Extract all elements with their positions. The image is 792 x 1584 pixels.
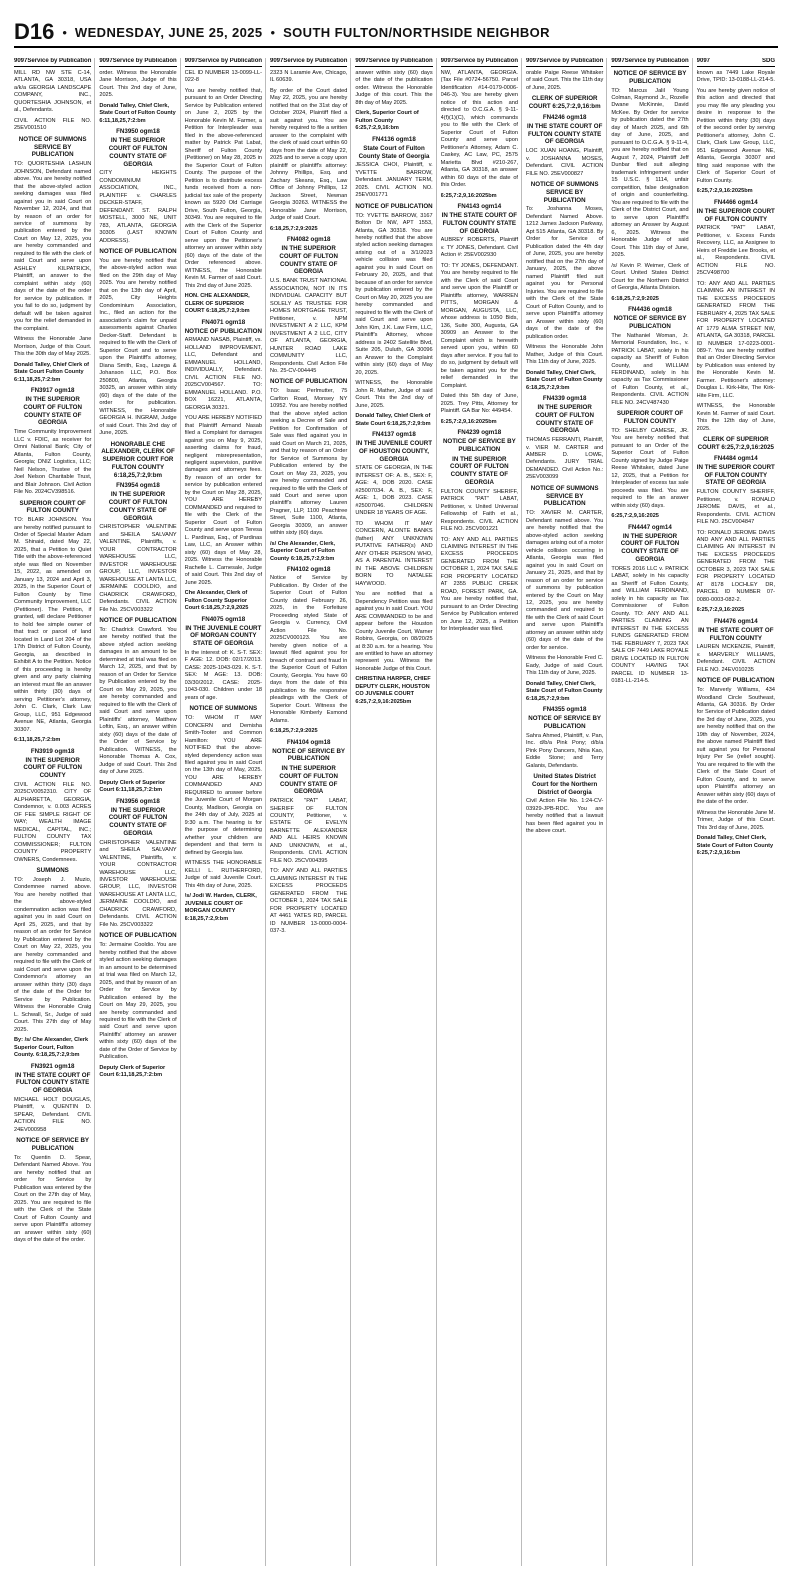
notice-text: orable Paige Reese Whitaker of said Court. This the 11th day of June, 2025.: [526, 70, 604, 91]
notice-column: [270, 58, 351, 1566]
notice-text: TO: ANY AND ALL PARTIES CLAIMING INTEREST IN THE EXCESS PROCEEDS GENERATED FROM THE OCTOBER 1, 2024 TAX SALE FOR PROPERTY LOCATED AT 4461 YATES RD, PARCEL ID NUMBER 13-0000-0004-037-3.: [270, 868, 348, 935]
notice-text: JESSICA CHOI, Plaintiff, v. YVETTE BARROW, Defendant. JANUARY TERM, 2025. CIVIL ACTION NO. 25EV001771: [355, 162, 433, 199]
notice-heading: IN THE STATE COURT OF FULTON COUNTY STATE OF GEORGIA: [441, 212, 518, 235]
notice-signature: 6:25,7:2,9,16:2025bm: [696, 188, 753, 195]
notice-signature: Donald Talley, Chief Clerk of State Court 6:18,25,7:2,9:bm: [355, 413, 431, 427]
masthead-bullet: •: [62, 24, 67, 40]
notice-text: Witness the Honorable John Mather, Judge of this Court. This 11th day of June, 2025.: [526, 344, 604, 366]
notice-text: To: Jermaine Cooldio. You are hereby notified that the above styled action seeking damages in an amount to be determined at trial was filed on March 12, 2025, and that by reason of an Order for Service by Publication entered by the Court on May 29, 2025, you are hereby commanded and required to file with the Clerk of said Court and serve upon Plaintiffs' attorney an answer within sixty (60) days of the date of the Order of Service by Publication.: [99, 942, 177, 1061]
notice-signature: /s/ Jodi W. Harden, CLERK, JUVENILE COURT OF MORGAN COUNTY 6:18,25,7:2,9:bm: [184, 893, 257, 922]
column-category-code: 9097: [184, 58, 199, 64]
notice-id: FN4082 ogm18: [286, 236, 331, 244]
notice-text: STATE OF GEORGIA, IN THE INTEREST OF: A. B., SEX: F, AGE: 4, DOB 2020. CASE #25007034. A. B., SEX: F, AGE: 1, DOB 2023. CASE #25007046. CHILDREN UNDER 18 YEARS OF AGE.: [355, 465, 433, 517]
notice-text: TO: QUORTESHIA LASHUN JOHNSON, Defendant named above. You are hereby notified that the above-styled action seeking damages was filed against you in said Court on November 12, 2024, and that by reason of an order for service of summons by publication entered by the Court on May 12, 2025, you are hereby commanded and required to file with the clerk of said Court and serve upon ASHLEY KILPATRICK, Plaintiff, an answer to the complaint within sixty (60) days of the date of the order for service by publication. If you fail to do so, judgment by default will be taken against you for the relief demanded in the complaint.: [14, 161, 92, 332]
column-category-code: 9097: [99, 58, 113, 64]
notice-heading: CLERK OF SUPERIOR COURT 6:25,7:2,9,16:2025: [697, 436, 774, 452]
notice-text: You are hereby notified that, pursuant to an Order Directing Service by Publication entered on June 2, 2025 by the Honorable Kevin M. Farmer, a Petition for Interpleader was filed in the above-referenced matter by Patrick Pat Labat, Sheriff of Fulton County (Petitioner) on May 28, 2025 in the Superior Court of Fulton County. The purpose of the Petition is to distribute excess funds received from a non-judicial tax sale of the property known as 5920 Old Carriage Drive, South Fulton, Georgia, 30349. You are required to file with the Clerk of the Superior Court of Fulton County and serve upon the Petitioner's attorney an answer within sixty (60) days of the date of the Order referenced above. WITNESS, the Honorable Kevin M. Farmer of said Court. This 2nd day of June 2025.: [184, 87, 262, 289]
notice-heading: NOTICE OF SUMMONS SERVICE BY PUBLICATION: [530, 181, 599, 204]
column-category-label: Service by Publication: [454, 58, 519, 64]
notice-heading: NOTICE OF SERVICE BY PUBLICATION: [272, 747, 346, 763]
notice-text: TO: XAVIER M. CARTER, Defendant named above. You are hereby notified that the above-styled action seeking damages arising out of a motor vehicle collision occurring in Atlanta, Georgia was filed against you in said Court on January 21, 2025, and that by reason of an order for service of summons by publication entered by the Court on May 12, 2025, you are hereby commanded and required to file with the Clerk of said Court and serve upon Plaintiff's attorney an answer within sixty (60) days of the date of the order for service.: [526, 510, 604, 651]
notice-column: [185, 58, 266, 1566]
column-header: [270, 58, 347, 67]
notice-signature: Clerk, Superior Court of Fulton County 6:25,7:2,9,16:bm: [355, 110, 419, 132]
column-category-code: 9097: [526, 58, 540, 64]
notice-text: AUBREY ROBERTS, Plaintiff v. TY JONES, Defendant. Civil Action #: 25EV002930: [440, 237, 518, 259]
notice-heading: IN THE JUVENILE COURT OF MORGAN COUNTY STATE OF GEORGIA: [185, 624, 262, 648]
notice-text: FULTON COUNTY SHERIFF, PATRICK "PAT" LABAT, Petitioner, v. United Universal Fellowship of Faith et al., Respondents. CIVIL ACTION FILE NO. 25CV001221: [440, 488, 518, 533]
notice-text: YOU ARE HEREBY NOTIFIED that Plaintiff Armand Nasab filed a Complaint for damages against you on May 9, 2025, asserting claims for fraud, negligent misrepresentation, negligent supervision, punitive damages and attorneys fees. By reason of an order for service by publication entered by the Court on May 28, 2025, YOU ARE HEREBY COMMANDED and required to file with the Clerk of the Superior Court of Fulton County and serve upon Teresa L. Pardinas, Esq., of Pardinas Law, LLC, an Answer within sixty (60) days of May 28, 2025. Witness the Honorable Rachelle L. Carnesale, Judge of said Court. This 2nd day of June 2025.: [184, 415, 262, 586]
notice-signature: 6:18,25,7:2,9:2025: [270, 225, 318, 232]
notice-id: FN3921 ogm18: [30, 1062, 75, 1070]
notice-text: TORES 2016 LLC v. PATRICK LABAT, solely in his capacity as Sheriff of Fulton County, and WILLIAM FERDINAND, solely in his capacity as Tax Commissioner of Fulton County. TO: ANY AND ALL PARTIES CLAIMING AN INTEREST IN THE EXCESS FUNDS GENERATED FROM THE FEBRUARY 7, 2023 TAX SALE OF 7449 LAKE ROYALE DRIVE LOCATED IN FULTON COUNTY HAVING TAX PARCEL ID NUMBER 13-0181-LL-214-5.: [611, 565, 689, 684]
notice-text: WITNESS, the Honorable Kevin M. Farmer of said Court. This the 12th day of June, 2025.: [696, 403, 775, 432]
column-category-label: Service by Publication: [539, 58, 604, 64]
legal-notices-columns: [14, 58, 778, 1566]
column-category-code: 9097: [14, 58, 28, 64]
notice-text: order. Witness the Honorable Jane Morrison, Judge of this Court. This 2nd day of June, 2025.: [99, 70, 177, 99]
notice-column: [14, 58, 95, 1566]
notice-signature: 6:25,7:2,9,16:2025: [696, 607, 745, 614]
section-name: SOUTH FULTON/NORTHSIDE NEIGHBOR: [283, 24, 550, 40]
column-category-code: 9097: [611, 58, 625, 64]
notice-text: CITY HEIGHTS CONDOMINIUM ASSOCIATION, INC., PLAINTIFF v. CHARLES DECKER-STAFF, DEFENDANT. ST. RALPH MOSTELL, 3000 NE, UNIT 783, ATLANTA, GEORGIA 30305 (LAST KNOWN ADDRESS).: [99, 170, 177, 244]
notice-heading: NOTICE OF PUBLICATION: [99, 932, 177, 940]
notice-text: Witness the Honorable Fred C. Eady, Judge of said Court. This 11th day of June, 2025.: [526, 655, 604, 677]
notice-text: FULTON COUNTY SHERIFF, Petitioner, v. RONALD JEROME DAVIS, et al., Respondents. CIVIL ACTION FILE NO. 25CV004847: [696, 489, 775, 526]
notice-heading: NOTICE OF SUMMONS SERVICE BY PUBLICATION: [18, 135, 87, 159]
notice-text: To: Marverly Williams, 434 Woodland Circle Southeast, Atlanta, GA 30316. By Order for Service of Publication dated the 3rd day of June, 2025, you are hereby notified that on the 19th day of November, 2024, the above named Plaintiff filed suit against you for Personal Injury Per Se (relief sought). You are required to file with the Clerk of the State Court of Fulton County, and to serve upon Plaintiff's attorney an Answer within sixty (60) days of the date of the order.: [696, 687, 775, 806]
notice-signature: Deputy Clerk of Superior Court 6:11,18,25,7:2:bm: [99, 779, 166, 794]
notice-text: NW, ATLANTA, GEORGIA. (Tax File #0724-56750. Parcel Identification #14-0179-0006-046-3). You are hereby given notice of this action and directed to O.C.G.A. § 9-11-4(f)(1)(C), which commands you to file with the Clerk of Superior Court of Fulton County and serve upon Petitioner's Attorney, Adam C. Caskey, AC Law, PC, 2575 Marietta Blvd #210-267, Atlanta, GA 30318, an answer within 60 days of the date of this Order.: [440, 70, 518, 189]
notice-heading: NOTICE OF SERVICE BY PUBLICATION: [613, 315, 687, 330]
column-header: [441, 58, 518, 67]
notice-text: /s/ Kevin P. Weimer, Clerk of Court. United States District Court for the Northern District of Georgia, Atlanta Division.: [611, 262, 689, 292]
notice-text: Civil Action File No. 1:24-CV-03929-JPB-RDC. You are hereby notified that a lawsuit has been filed against you in the above court.: [526, 798, 604, 835]
notice-heading: IN THE SUPERIOR COURT OF FULTON COUNTY STATE OF GEORGIA: [279, 765, 338, 796]
notice-id: FN4075 ogm18: [201, 615, 246, 623]
column-category-label: Service by Publication: [112, 58, 177, 64]
notice-heading: IN THE SUPERIOR COURT OF FULTON COUNTY STATE OF GEORGIA: [108, 491, 168, 522]
notice-heading: IN THE SUPERIOR COURT OF FULTON COUNTY: [696, 207, 775, 223]
notice-text: You are hereby notified that the above-styled action was filed on the 29th day of May 2025. You are hereby notified that on the 13th day of April, 2025, City Heights Condominium Association, Inc., filed an action for the association's claim for unpaid assessments against Charles Decker-Staff. Defendant is required to file with the Clerk of Superior Court and to serve upon the Plaintiff's attorney, Diana Smith, Esq., Lazega & Johanson LLC, P.O. Box 250800, Atlanta, Georgia 30325, an answer within sixty (60) days of the date of the order for publication. WITNESS, the Honorable GEORGIA H. INGRAM, Judge of said Court. This 2nd day of June, 2025.: [99, 257, 177, 437]
notice-text: TO: YVETTE BARROW, 3167 Bolton Dr NW, APT 1553, Atlanta, GA 30318. You are hereby notified that the above styled action seeking damages arising out of a 3/1/2023 vehicle collision was filed against you in said Court on February 20, 2025, and that because of an order for service by publication entered by the Court on May 20, 2025 you are hereby commanded and required to file with the Clerk of said Court and serve upon John Kim, J.K. Law Firm, LLC, Plaintiff's Attorney, whose address is 2402 Satellite Blvd, Suite 205, Duluth, GA 30096 an Answer to the Complaint within sixty (60) days of May 20, 2025.: [355, 212, 433, 376]
notice-heading: NOTICE OF SERVICE BY PUBLICATION: [613, 70, 687, 85]
column-category-code: 9097: [270, 58, 284, 64]
notice-text: TO: Isaac Perlmutter, 75 Carlton Road, Monsey NY 10952. You are hereby notified that the above styled action seeking a Decree of Sale and Petition for Confirmation of Sale was filed against you in said Court on March 21, 2025, and that by reason of an Order for Service of Summons by Publication entered by the Court on May 23, 2025, you are hereby commanded and required to file with the Clerk of said Court and serve upon plaintiff's attorney Lauren Pragner, LLP, 1100 Peachtree Street, Suite 1100, Atlanta, Georgia 30309, an answer within sixty (60) days.: [270, 388, 348, 537]
notice-signature: Donald Talley, Chief Clerk, State Court of Fulton County 6:18,25,7:2,9:bm: [526, 680, 603, 702]
notice-text: MILL RD NW STE C-14, ATLANTA, GA 30318, USA a/k/a GEORGIA LANDSCAPE COMPANY, INC., QUORTESHIA JOHNSON, et al., Defendants.: [14, 70, 92, 114]
notice-signature: CHRISTINA HARPER, CHIEF DEPUTY CLERK, HOUSTON CO JUVENILE COURT 6:25,7:2,9,16:2025bm: [355, 676, 431, 705]
notice-id: FN3919 ogm18: [30, 747, 75, 755]
notice-text: TO: RONALD JEROME DAVIS AND ANY AND ALL PARTIES CLAIMING AN INTEREST IN THE EXCESS PROCEEDS GENERATED FROM THE OCTOBER 3, 2023 TAX SALE FOR PROPERTY LOCATED AT 8178 LOCHLEY DR, PARCEL ID NUMBER 07-0080-0003-082-2.: [696, 529, 775, 603]
notice-column: [99, 58, 180, 1566]
notice-id: FN4137 ogm18: [372, 431, 416, 439]
column-header: [185, 58, 262, 67]
notice-heading: IN THE SUPERIOR COURT OF FULTON COUNTY STATE OF GEORGIA: [696, 463, 775, 487]
notice-heading: IN THE JUVENILE COURT OF HOUSTON COUNTY, GEORGIA: [356, 440, 432, 463]
notice-text: U.S. BANK TRUST NATIONAL ASSOCIATION, NOT IN ITS INDIVIDUAL CAPACITY BUT SOLELY AS TRUSTEE FOR HOMES MORTGAGE TRUST, Petitioner, v. NPM INVESTMENT A 2 LLC, KPM INVESTMENT A 2 LLC, CITY OF ATLANTA, GEORGIA, HUNTER ROAD LAKE COMMUNITY LLC, Respondents. Civil Action File No. 25-CV-004445: [270, 278, 348, 374]
notice-id: FN3956 ogm18: [116, 797, 160, 805]
column-category-label: Service by Publication: [368, 58, 433, 64]
notice-text: Witness the Honorable Jane M. Trimer, Judge of this Court. This 3rd day of June, 2025.: [696, 809, 775, 831]
column-header: [611, 58, 688, 67]
notice-heading: IN THE STATE COURT OF FULTON COUNTY: [698, 626, 774, 642]
notice-text: You are notified that a Dependency Petition was filed against you in said Court. YOU ARE COMMANDED to be and appear before the Houston County Juvenile Court, Warner Robins, Georgia, on 08/20/25 at 8:30 a.m. for a hearing. You are entitled to have an attorney represent you. Witness the Honorable Judge of this Court.: [355, 591, 433, 672]
notice-signature: Donald Talley, Chief Clerk of State Court Fulton County 6:11,18,25,7:2:bm: [14, 361, 90, 383]
column-header: [526, 58, 603, 67]
notice-text: By order of the Court dated May 22, 2025, you are hereby notified that on the 31st day of October 2024, Plaintiff filed a suit against you. You are hereby required to file a written answer to the complaint with the clerk of said court within 60 days from the date of May 22, 2025 and to serve a copy upon plaintiff or plaintiff's attorney: Johnny Phillips, Esq. and Zachary Skeans, Esq., Law Office of Johnny Phillips, 12 Jackson Street, Newnan Georgia 30263. WITNESS the Honorable Jane Morrison, Judge of said Court.: [270, 87, 348, 222]
notice-text: CHRISTOPHER VALENTINE and SHEILA SALVANY VALENTINE, Plaintiffs, v. YOUR CONTRACTOR WAREHOUSE LLC, INVESTOR WAREHOUSE GROUP, LLC, INVESTOR WAREHOUSE AT LANTA LLC, JERMAINE COOLDIO, and CHADRICK CRAWFORD, Defendants. CIVIL ACTION File No. 25CV003322: [99, 839, 177, 928]
notice-column: [526, 58, 607, 1566]
column-category-code: 9097: [355, 58, 369, 64]
column-category-label: Service by Publication: [198, 58, 263, 64]
notice-text: TO: Marcus Jalil Young Colman, Raymond Jr., Rozelle Dwane McKinnie, David McKee. By Order for service by publication dated the 27th day of March 2025, and 6th day of June, 2025, and pursuant to O.C.G.A. § 9-11-4, you are hereby notified that on August 7, 2024, Plaintiff Jeff Dunbar filed suit alleging trademark infringement under 15 U.S.C. § 1114, unfair competition, false designation of origin and counterfeiting. You are required to file with the Clerk of the District Court, and to serve upon Plaintiff's attorney an Answer by August 6, 2025. Witness the Honorable Judge of said Court. This 11th day of June, 2025.: [611, 87, 689, 259]
notice-id: FN4104 ogm18: [286, 738, 331, 746]
notice-id: FN3917 ogm18: [30, 387, 75, 395]
notice-text: TO: ANY AND ALL PARTIES CLAIMING INTEREST IN THE EXCESS PROCEEDS GENERATED FROM THE OCTOBER 1, 2024 TAX SALE FOR PROPERTY LOCATED AT 2355 PUBLIC CREEK ROAD, FOREST PARK, GA. You are hereby notified that, pursuant to an Order Directing Service by Publication entered on June 12, 2025, a Petition for Interpleader was filed.: [440, 536, 518, 633]
notice-text: THOMAS FERRANTI, Plaintiff, v. VIER M. CARTER and AMBER D. LOWE, Defendants. JURY TRIAL DEMANDED. Civil Action No.: 25EV003099: [526, 437, 604, 481]
notice-text: You are hereby given notice of this action and directed that you may file any pleading you desire in response to the Petition within thirty (30) days of the second order by serving Petitioner's attorney, John C. Clark, Clark Law Group, LLC, 951 Edgewood Avenue NE, Atlanta, Georgia 30307 and filing said response with the Clerk of Superior Court of Fulton County.: [696, 87, 775, 184]
notice-text: Dated this 5th day of June, 2025. Trey Pitts, Attorney for Plaintiff. GA Bar No: 449454.: [440, 393, 518, 415]
notice-signature: Che Alexander, Clerk of Fulton County Superior Court 6:18,25,7:2,9,2025: [184, 590, 249, 612]
notice-signature: 6:18,25,7:2,9:2025: [611, 295, 659, 302]
notice-text: TO: WHOM IT MAY CONCERN and Demisha Smith-Tooter and Common Hamilton: YOU ARE NOTIFIED that the above-styled dependency action was filed against you in said Court on the 13th day of May, 2025. YOU ARE HEREBY COMMANDED AND REQUIRED to answer before the Juvenile Court of Morgan County, Madison, Georgia on the 24th day of July, 2025 at 9:30 a.m. The hearing is for the purpose of determining whether your children are dependent and that term is defined by Georgia law.: [184, 715, 262, 856]
notice-text: WITNESS THE HONORABLE KELLI L. RUTHERFORD, Judge of said Juvenile Court. This 4th day of June, 2025.: [184, 860, 262, 889]
column-header: [99, 58, 176, 67]
notice-text: Witness the Honorable Jane Morrison, Judge of this Court. This the 30th day of May 2025.: [14, 336, 92, 358]
notice-text: To: Quentin D. Spear, Defendant Named Above. You are hereby notified that an order for Service by Publication was entered by the Court on the 27th day of May, 2025. You are required to file with the Clerk of the State Court of Fulton County and serve upon Plaintiff's attorney an answer within sixty (60) days of the date of the order.: [14, 1154, 92, 1244]
masthead: [14, 19, 778, 48]
notice-text: TO: Joseph J. Muzio, Condemnee named above. You are hereby notified that the above-styled condemnation action was filed against you in said Court on April 25, 2025, and that by reason of an order for Service by Publication entered by the Court on May 22, 2025, you are hereby commanded and required to file with the Clerk of said Court and serve upon the Condemnor's attorney an answer within thirty (30) days of the date of the Order for Service by Publication. Witness the Honorable Craig L. Schwall, Sr., Judge of said Court. This 27th day of May 2025.: [14, 876, 92, 1033]
notice-id: FN4339 ogm18: [542, 395, 587, 403]
notice-id: FN4436 ogm18: [628, 306, 672, 314]
notice-heading: NOTICE OF PUBLICATION: [355, 202, 433, 210]
notice-text: PATRICK "PAT" LABAT, SHERIFF OF FULTON COUNTY, Petitioner, v. ESTATE OF EVELYN BARNETTE ALEXANDER AND ALL HEIRS KNOWN AND UNKNOWN, et al., Respondents. CIVIL ACTION FILE NO. 25CV004395: [270, 798, 348, 864]
issue-date: WEDNESDAY, JUNE 25, 2025: [74, 24, 263, 40]
notice-signature: Deputy Clerk of Superior Court 6:11,18,25,7:2:bm: [99, 1064, 166, 1079]
notice-text: TO: BLAIR JOHNSON. You are hereby notified pursuant to Order of Special Master Adam M. Shinaid, dated May 22, 2025, that a Petition to Quiet Title with the above-referenced style was filed on November 15, 2022, as amended on January 13, 2024 and April 3, 2025, in the Superior Court of Fulton County by Time Community Improvement, LLC (Petitioner). The Petition, if granted, will declare Petitioner to hold fee simple owner of that tract or parcel of land located in Land Lot 204 of the 17th District of Fulton County, Georgia, as described in Exhibit A to the Petition. Notice of this proceeding is hereby given and any party claiming an interest must file an answer within thirty (30) days of serving Petitioner's attorney, John C. Clark, Clark Law Group, LLC, 951 Edgewood Avenue NE, Atlanta, Georgia 30307.: [14, 517, 92, 733]
notice-text: To: Joshanna Moses, Defendant Named Above. 1212 James Jackson Parkway, Apt 515 Atlanta, GA 30318. By Order for Service of Publication dated the 4th day of June, 2025, you are hereby notified that on the 27th day of January, 2025, the above named Plaintiff filed suit against you for Personal Injuries. You are required to file with the Clerk of the State Court of Fulton County, and to serve upon Plaintiff's attorney an Answer within sixty (60) days of the date of the publication order.: [526, 206, 604, 340]
notice-text: CIVIL ACTION FILE NO. 2025CV0052310. CITY OF ALPHARETTA, GEORGIA, Condemnor, v. 0.003 ACRES OF FEE SIMPLE RIGHT OF WAY; WEALTH IMAGE MEDICAL, CAPITAL, INC.; FULTON COUNTY TAX COMMISSIONER; FULTON COUNTY PROPERTY OWNERS, Condemnees.: [14, 781, 92, 863]
notice-text: known as 7449 Lake Royale Drive, TPID: 13-0188-LL-214-5.: [696, 70, 775, 84]
notice-column: [697, 58, 778, 1566]
notice-text: WITNESS, the Honorable John R. Mather, Judge of said Court. This the 2nd day of June, 2025.: [355, 380, 433, 409]
column-header: [697, 58, 775, 67]
notice-heading: SUMMONS: [36, 867, 69, 875]
notice-heading: NOTICE OF PUBLICATION: [270, 378, 348, 386]
notice-text: Sahra Ahmed, Plaintiff, v. Pan, Inc. d/b/a Pink Pony; d/b/a Pink Pony Dancers, Nhia Kao, Eddie Stone; and Terry Galanis, Defendants.: [526, 732, 604, 769]
column-category-label: Service by Publication: [27, 58, 92, 64]
notice-signature: 6:11,18,25,7:2:bm: [14, 737, 61, 744]
notice-text: PATRICK "PAT" LABAT, Petitioner, v. Excess Funds Recovery, LLC, as Assignee to Heirs of Freddie Lee Brooks, et al., Respondents. CIVIL ACTION FILE NO. 25CV498700: [696, 225, 775, 277]
notice-column: [355, 58, 436, 1566]
notice-id: FN4484 ogm14: [713, 454, 758, 462]
notice-heading: NOTICE OF SERVICE BY PUBLICATION: [528, 715, 602, 731]
notice-text: LOC XUAN HOANG, Plaintiff, v. JOSHANNA MOSES, Defendant. CIVIL ACTION FILE NO. 25EV000827: [526, 148, 604, 177]
notice-text: ARMAND NASAB, Plaintiff, vs. HOLLAND IMPROVEMENT, LLC, Defendant and EMMANUEL HOLLAND, INDIVIDUALLY, Defendant. CIVIL ACTION FILE NO. 2025CV004567. TO: EMMANUEL HOLLAND. P.O. BOX 16221, ATLANTA, GEORGIA 30321.: [184, 337, 262, 411]
notice-heading: IN THE STATE COURT OF FULTON COUNTY STATE OF GEORGIA: [526, 122, 603, 146]
notice-heading: NOTICE OF PUBLICATION: [697, 677, 775, 685]
notice-id: FN4143 ogm14: [457, 203, 502, 211]
notice-heading: NOTICE OF SERVICE BY PUBLICATION: [442, 438, 516, 453]
notice-heading: HONORABLE CHE ALEXANDER, CLERK OF SUPERIOR COURT FOR FULTON COUNTY 6:18,25,7:2,9:bm: [101, 440, 175, 479]
notice-heading: State Court of Fulton County State of Georgia: [358, 144, 430, 160]
notice-text: TO: TY JONES, DEFENDANT. You are hereby required to file with the Clerk of said Court and serve upon the Plaintiff or Plaintiffs attorney, WARREN PITTS, MORGAN & MORGAN, AUGUSTA, LLC, whose address is 1050 Bids, 136, Suite 300, Augusta, GA 30909 an Answer to the Complaint which is herewith served upon you, within 60 days after service. If you fail to do so, judgment by default will be taken against you for the relief demanded in the Complaint.: [440, 262, 518, 389]
notice-heading: NOTICE OF SUMMONS SERVICE BY PUBLICATION: [530, 484, 599, 508]
notice-heading: NOTICE OF PUBLICATION: [99, 248, 177, 256]
notice-heading: NOTICE OF SERVICE BY PUBLICATION: [16, 1137, 90, 1152]
page-number: D16: [14, 19, 55, 44]
notice-text: CIVIL ACTION FILE NO. 25EV001510: [14, 117, 92, 132]
notice-signature: 6:25,7:2,9,16:2025: [611, 513, 659, 520]
notice-id: FN4071 ogm18: [201, 318, 246, 326]
notice-heading: IN THE SUPERIOR COURT OF FULTON COUNTY STATE OF GEORGIA: [108, 137, 168, 168]
notice-heading: SUPERIOR COURT OF FULTON COUNTY: [616, 410, 684, 426]
notice-signature: By: /s/ Che Alexander, Clerk Superior Court, Fulton County. 6:18,25,7:2,9:bm: [14, 1037, 89, 1059]
notice-heading: SUPERIOR COURT OF FULTON COUNTY: [19, 499, 86, 515]
notice-heading: CLERK OF SUPERIOR COURT 6:25,7:2,9,16:bm: [528, 95, 601, 111]
notice-signature: 6:25,7:2,9,16:2025bm: [440, 418, 497, 425]
notice-heading: IN THE SUPERIOR COURT OF FULTON COUNTY STATE OF GEORGIA: [23, 396, 82, 427]
notice-heading: NOTICE OF SUMMONS: [189, 705, 258, 713]
notice-heading: NOTICE OF PUBLICATION: [184, 327, 262, 335]
notice-text: TO: SHELBY CAMESE, JR. You are hereby notified that pursuant to an Order of the Superior Court of Fulton County signed by Judge Paige Reese Whitaker, dated June 12, 2025, that a Petition for Interpleader of excess tax sale proceeds was filed. You are required to file an answer within sixty (60) days.: [611, 427, 689, 509]
notice-text: To: Chadrick Crawford. You are hereby notified that the above styled action seeking damages in an amount to be determined at trial was filed on March 12, 2025, and that by reason of an Order for Service by Publication entered by the Court on May 29, 2025, you are hereby commanded and required to file with the Clerk of said Court and serve upon Plaintiffs' attorney, Matthew Loftin, Esq., an answer within sixty (60) days of the date of the Order of Service by Publication. WITNESS, the Honorable Thomas A. Cox, Judge of said Court. This 2nd day of June 2025.: [99, 626, 177, 776]
notice-id: FN4466 ogm14: [713, 198, 758, 206]
column-header: [355, 58, 432, 67]
notice-text: The Nathaniel Woman, Jr. Memorial Foundation, Inc., v. PATRICK LABAT, solely in his capacity as Sheriff of Fulton County, and WILLIAM FERDINAND, solely in his capacity as Tax Commissioner of Fulton County, et al., Respondents. CIVIL ACTION FILE NO. 24CV487430: [611, 332, 689, 406]
notice-heading: IN THE SUPERIOR COURT OF FULTON COUNTY STATE OF GEORGIA: [535, 404, 594, 435]
notice-text: LAUREN MCKENZIE, Plaintiff, v. MARVERLY WILLIAMS, Defendant. CIVIL ACTION FILE NO. 24EV010235: [696, 644, 775, 673]
notice-signature: Donald Talley, Chief Clerk, State Court of Fulton County 6:18,25,7:2,9:bm: [526, 369, 603, 391]
notice-text: CEL ID NUMBER 13-0099-LL-022-8: [184, 70, 262, 84]
notice-id: FN4447 ogm14: [628, 523, 672, 531]
notice-text: Notice of Service by Publication. By Order of the Superior Court of Fulton County dated February 26, 2025, in the Forfeiture Proceeding styled State of Georgia v. Currency, Civil Action File No. 2025CV000123. You are hereby given notice of a lawsuit filed against you for breach of contract and fraud in the Superior Court of Fulton County, Georgia. You have 60 days from the date of this publication to file responsive pleadings with the Clerk of Superior Court. Witness the Honorable Kimberly Esmond Adams.: [270, 575, 348, 724]
notice-signature: /s/ Che Alexander, Clerk, Superior Court of Fulton County 6:18,25,7:2,9:bm: [270, 540, 336, 562]
notice-id: FN4355 ogm18: [542, 706, 587, 714]
notice-signature: Donald Talley, Chief Clerk, State Court of Fulton County 6:11,18,25,7:2:bm: [99, 102, 176, 124]
notice-id: FN4102 ogm18: [286, 566, 331, 574]
notice-signature: Donald Talley, Chief Clerk, State Court of Fulton County 6:25,7:2,9,16:bm: [696, 835, 774, 857]
column-category-label: SDG: [761, 58, 775, 64]
masthead-bullet: •: [270, 24, 276, 40]
column-category-label: Service by Publication: [624, 58, 689, 64]
notice-text: TO: ANY AND ALL PARTIES CLAIMING AN INTEREST IN THE EXCESS PROCEEDS GENERATED FROM THE FEBRUARY 4, 2025 TAX SALE FOR PROPERTY LOCATED AT 1779 ALMA STREET NW, ATLANTA, GA 30318, PARCEL ID NUMBER 17-0223-0001-089-7. You are hereby notified that an Order Directing Service by Publication was entered by the Honorable Kevin M. Farmer. Petitioner's attorney: Douglas L. Kirk-Hite, The Kirk-Hite Firm, LLC.: [696, 280, 775, 399]
notice-text: Time Community Improvement LLC v. FDIC, as receiver for Omni National Bank; City of Atlanta, Fulton County, Georgia; DNIZ Logistics, LLC; Neil Nelson, Trustee of the Joel Nelson Charitable Trust, and Blair Johnson. Civil Action File No. 2024CV398516.: [14, 429, 92, 496]
notice-id: FN4476 ogm14: [713, 617, 758, 625]
column-category-code: 9097: [440, 58, 455, 64]
notice-heading: IN THE STATE COURT OF FULTON COUNTY STATE OF GEORGIA: [14, 1071, 91, 1095]
notice-column: [441, 58, 522, 1566]
notice-heading: IN THE SUPERIOR COURT OF FULTON COUNTY STATE OF GEORGIA: [279, 245, 338, 276]
column-header: [14, 58, 91, 67]
notice-text: CHRISTOPHER VALENTINE and SHEILA SALVANY VALENTINE, Plaintiffs, v. YOUR CONTRACTOR WAREHOUSE LLC, INVESTOR WAREHOUSE GROUP, LLC, INVESTOR WAREHOUSE AT LANTA LLC, JERMAINE COOLDIO, and CHADRICK CRAWFORD, Defendants. CIVIL ACTION File No. 25CV003322: [99, 524, 177, 613]
notice-heading: IN THE SUPERIOR COURT OF FULTON COUNTY STATE OF GEORGIA: [620, 532, 680, 563]
notice-signature: HON. CHE ALEXANDER, CLERK OF SUPERIOR COURT 6:18,25,7:2,9:bm: [184, 293, 250, 315]
notice-text: MICHAEL HOLT DOUGLAS, Plaintiff, v. QUENTIN D. SPEAR, Defendant. CIVIL ACTION FILE NO. 24EV000958: [14, 1096, 92, 1133]
notice-text: In the interest of: K. S-T. SEX: F AGE: 12. DOB: 02/17/2013. CASE: 2025-1043-029. K. S-T. SEX: M AGE: 13. DOB: 03/30/2012. CASE: 2025-1043-030. Children under 18 years of age.: [184, 649, 262, 701]
notice-signature: 6:25,7:2,9,16:2025bm: [440, 192, 497, 199]
notice-text: 2323 N Laramie Ave, Chicago, IL 60639.: [270, 70, 348, 84]
notice-heading: IN THE SUPERIOR COURT OF FULTON COUNTY: [23, 756, 82, 780]
notice-id: FN3950 ogm18: [116, 128, 160, 136]
notice-signature: 6:18,25,7:2,9:2025: [270, 728, 318, 735]
notice-id: FN3954 ogm18: [116, 482, 160, 490]
notice-heading: IN THE SUPERIOR COURT OF FULTON COUNTY STATE OF GEORGIA: [108, 806, 168, 837]
notice-column: [611, 58, 692, 1566]
notice-id: FN4246 ogm18: [542, 113, 587, 121]
column-category-code: 9097: [696, 58, 711, 64]
notice-heading: IN THE SUPERIOR COURT OF FULTON COUNTY STATE OF GEORGIA: [450, 455, 509, 486]
notice-id: FN4239 ogm18: [457, 429, 502, 437]
notice-text: TO WHOM IT MAY CONCERN, ALONTE BANKS (father) ANY UNKNOWN PUTATIVE FATHER(s) AND ANY OTHER PERSON WHO, AS A PARENTAL INTEREST IN THE ABOVE CHILDREN BORN TO NATALEE HAYWOOD.: [355, 520, 433, 587]
column-category-label: Service by Publication: [283, 58, 348, 64]
notice-heading: NOTICE OF PUBLICATION: [99, 617, 177, 625]
notice-text: answer within sixty (60) days of the date of the publication order. Witness the Honorable Judge of this court. This the 8th day of May 2025.: [355, 70, 433, 106]
notice-id: FN4136 ogm18: [372, 135, 416, 143]
notice-heading: United States District Court for the Northern District of Georgia: [532, 773, 598, 796]
